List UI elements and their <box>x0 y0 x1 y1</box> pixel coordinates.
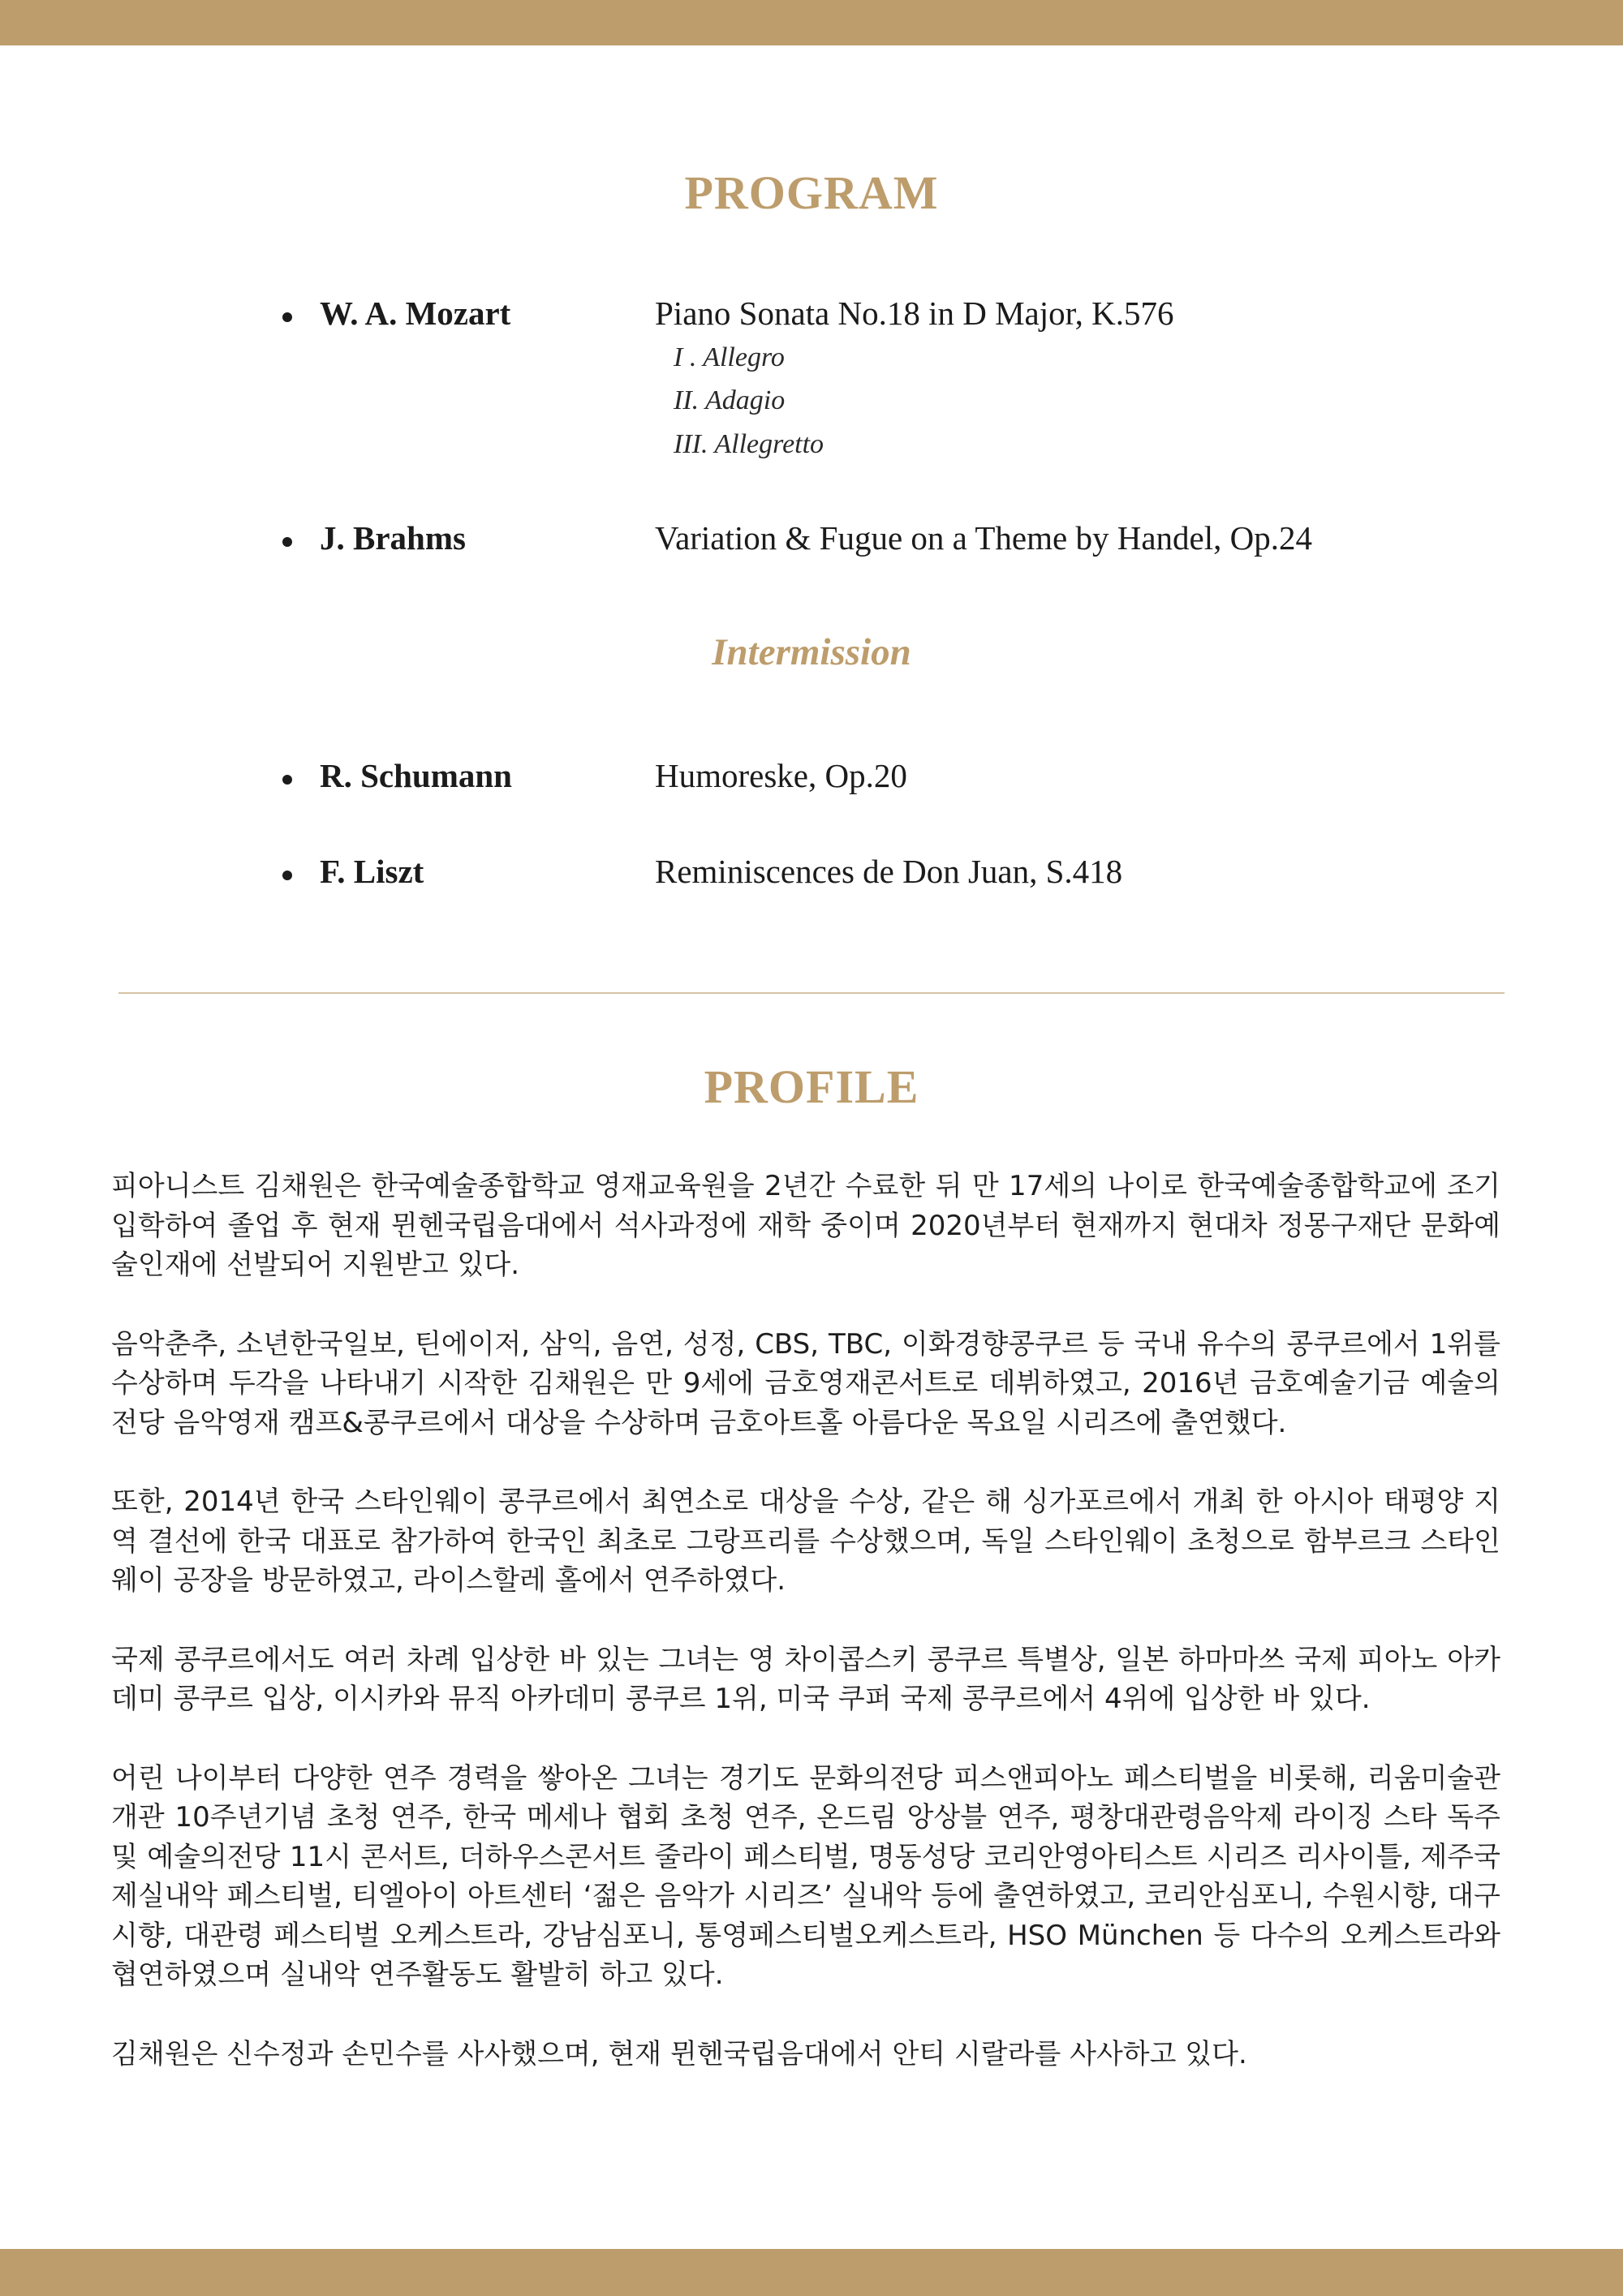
top-accent-band <box>0 0 1623 45</box>
bullet-icon <box>282 775 292 785</box>
profile-paragraph: 어린 나이부터 다양한 연주 경력을 쌓아온 그녀는 경기도 문화의전당 피스앤피아노 페스티벌을 비롯해, 리움미술관 개관 10주년기념 초청 연주, 한국 메세나 협회 초청 연주, 온드림 앙상블 연주, 평창대관령음악제 라이징 스타 독주 및 예술의전당 11시 콘서트, 더하우스콘서트 줄라이 페스티벌, 명동성당 코리안영아티스트 시리즈 리사이틀, 제주국제실내악 페스티벌, 티엘아이 아트센터 ‘젊은 음악가 시리즈’ 실내악 등에 출연하였고, 코리안심포니, 수원시향, 대구시향, 대관령 페스티벌 오케스트라, 강남심포니, 통영페스티벌오케스트라, HSO München 등 다수의 오케스트라와 협연하였으며 실내악 연주활동도 활발히 하고 있다. <box>111 1761 1500 1991</box>
composer-name: J. Brahms <box>320 519 466 557</box>
work-title: Variation & Fugue on a Theme by Handel, Op.24 <box>655 519 1312 557</box>
work-title: Reminiscences de Don Juan, S.418 <box>655 853 1123 890</box>
movement-title: I . Allegro <box>674 342 785 372</box>
bullet-icon <box>282 871 292 880</box>
bullet-icon <box>282 537 292 547</box>
profile-paragraph: 또한, 2014년 한국 스타인웨이 콩쿠르에서 최연소로 대상을 수상, 같은 해 싱가포르에서 개최 한 아시아 태평양 지역 결선에 한국 대표로 참가하여 한국인 최초로 그랑프리를 수상했으며, 독일 스타인웨이 초청으로 함부르크 스타인웨이 공장을 방문하였고, 라이스할레 홀에서 연주하였다. <box>111 1486 1500 1597</box>
work-title: Humoreske, Op.20 <box>655 757 907 794</box>
bottom-accent-band <box>0 2249 1623 2296</box>
composer-name: W. A. Mozart <box>320 295 511 332</box>
program-heading: PROGRAM <box>684 166 939 219</box>
intermission-label: Intermission <box>712 631 911 673</box>
work-title: Piano Sonata No.18 in D Major, K.576 <box>655 295 1174 332</box>
profile-paragraph: 피아니스트 김채원은 한국예술종합학교 영재교육원을 2년간 수료한 뒤 만 17세의 나이로 한국예술종합학교에 조기 입학하여 졸업 후 현재 뮌헨국립음대에서 석사과정에 재학 중이며 2020년부터 현재까지 현대차 정몽구재단 문화예술인재에 선발되어 지원받고 있다. <box>111 1170 1500 1281</box>
bullet-icon <box>282 312 292 322</box>
composer-name: F. Liszt <box>320 853 424 890</box>
profile-paragraph: 국제 콩쿠르에서도 여러 차례 입상한 바 있는 그녀는 영 차이콥스키 콩쿠르 특별상, 일본 하마마쓰 국제 피아노 아카데미 콩쿠르 입상, 이시카와 뮤직 아카데미 콩쿠르 1위, 미국 쿠퍼 국제 콩쿠르에서 4위에 입상한 바 있다. <box>111 1643 1500 1715</box>
movement-title: III. Allegretto <box>674 429 824 459</box>
profile-heading: PROFILE <box>704 1060 919 1113</box>
section-divider <box>118 992 1505 994</box>
composer-name: R. Schumann <box>320 757 512 794</box>
profile-body <box>111 1167 1500 2113</box>
movement-title: II. Adagio <box>674 385 786 415</box>
profile-paragraph: 음악춘추, 소년한국일보, 틴에이저, 삼익, 음연, 성정, CBS, TBC, 이화경향콩쿠르 등 국내 유수의 콩쿠르에서 1위를 수상하며 두각을 나타내기 시작한 김채원은 만 9세에 금호영재콘서트로 데뷔하였고, 2016년 금호예술기금 예술의전당 음악영재 캠프&콩쿠르에서 대상을 수상하며 금호아트홀 아름다운 목요일 시리즈에 출연했다. <box>111 1327 1500 1439</box>
profile-paragraph: 김채원은 신수정과 손민수를 사사했으며, 현재 뮌헨국립음대에서 안티 시랄라를 사사하고 있다. <box>111 2037 1247 2070</box>
